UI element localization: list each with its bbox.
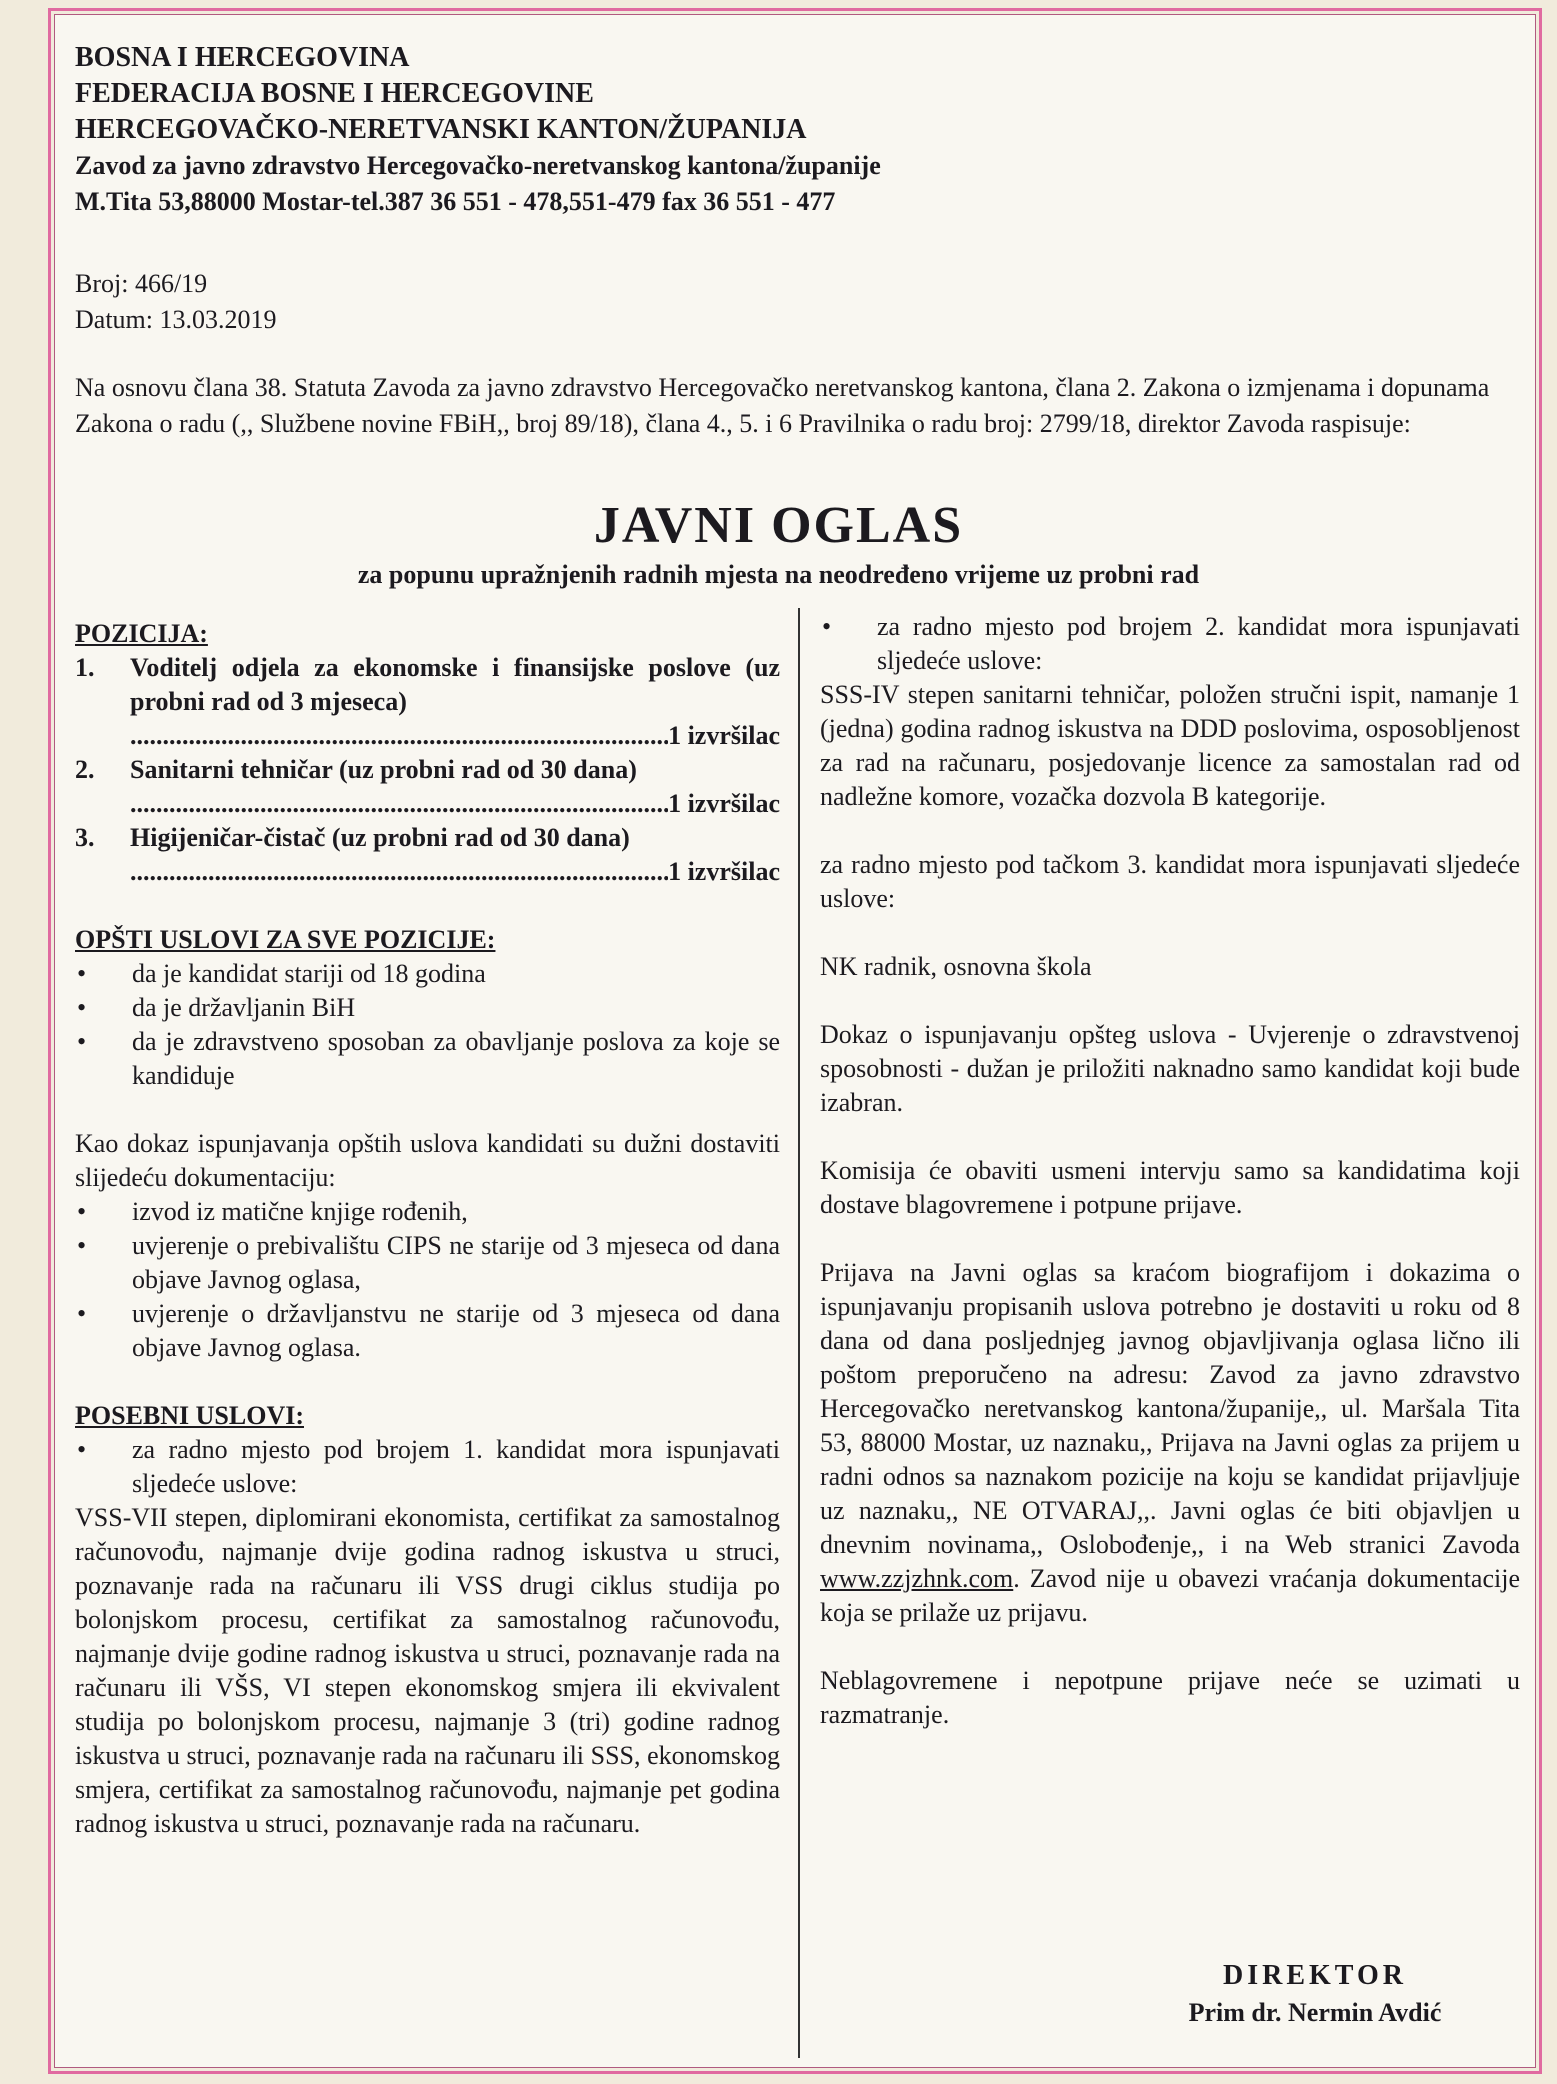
position-title: Higijeničar-čistač (uz probni rad od 30 dana) — [130, 823, 630, 852]
position-count-row — [75, 719, 780, 753]
bullet-icon: • — [77, 1027, 87, 1056]
health-proof-paragraph: Dokaz o ispunjavanju opšteg uslova - Uvjerenje o zdravstvenoj sposobnosti - dužan je priložiti naknadno samo kandidat koji bude izabran. — [820, 1020, 1520, 1117]
list-item-text: uvjerenje o državljanstvu ne starije od 3 mjeseca od dana objave Javnog oglasa. — [132, 1299, 780, 1362]
application-paragraph: Prijava na Javni oglas sa kraćom biografijom i dokazima o ispunjavanju propisanih uslova potrebno je dostaviti u roku od 8 dana od dana posljednjeg javnog objavljivanja oglasa lično ili poštom preporučeno na adresu: Zavod za javno zdravstvo Hercegovačko neretvanskog kantona/županije,, ul. Maršala Tita 53, 88000 Mostar, uz naznaku,, Prijava na Javni oglas za prijem u radni odnos sa naznakom pozicije na koju se kandidat prijavljuje uz naznaku,, NE OTVARAJ,,. Javni oglas će biti objavljen u dnevnim novinama,, Oslobođenje,, i na Web stranici Zavoda www.zzjzhnk.com. Zavod nije u obavezi vraćanja dokumentacije koja se prilaže uz prijavu. — [820, 1258, 1521, 1627]
position-number: 1. — [75, 653, 95, 682]
list-item-text: da je državljanin BiH — [132, 993, 356, 1022]
list-item — [75, 1025, 780, 1093]
position3-requirements: NK radnik, osnovna škola — [820, 952, 1092, 981]
position-count: 1 izvršilac — [668, 857, 780, 886]
document-date: Datum: 13.03.2019 — [75, 305, 277, 334]
position2-requirements: SSS-IV stepen sanitarni tehničar, položen stručni ispit, namanje 1 (jedna) godina radnog iskustva na DDD poslovima, osposobljenost za rad na računaru, posjedovanje licence za samostalan rad od nadležne komore, vozačka dozvola B kategorije. — [820, 680, 1520, 811]
list-item — [75, 1229, 780, 1297]
position-count-row — [75, 855, 780, 889]
position-number: 2. — [75, 755, 95, 784]
position-item — [75, 753, 780, 787]
director-title: DIREKTOR — [1223, 1960, 1407, 1991]
list-item — [75, 1297, 780, 1365]
position-title: Voditelj odjela za ekonomske i finansijske poslove (uz probni rad od 3 mjeseca) — [130, 653, 780, 716]
dot-leader — [130, 719, 668, 753]
left-column — [75, 617, 780, 1841]
bullet-icon: • — [77, 1197, 87, 1226]
position3-intro: za radno mjesto pod tačkom 3. kandidat mora ispunjavati sljedeće uslove: — [820, 850, 1520, 913]
list-item-text: da je kandidat stariji od 18 godina — [132, 959, 486, 988]
document-number: Broj: 466/19 — [75, 269, 208, 298]
list-item — [820, 610, 1520, 678]
header-institute: Zavod za javno zdravstvo Hercegovačko-neretvanskog kantona/županije — [75, 151, 881, 180]
dot-leader — [130, 787, 668, 821]
dot-leader — [130, 855, 668, 889]
list-item-text: izvod iz matične knjige rođenih, — [132, 1197, 468, 1226]
pozicija-heading: POZICIJA: — [75, 619, 208, 648]
list-item — [75, 957, 780, 991]
page-title: JAVNI OGLAS — [593, 497, 964, 554]
list-item — [75, 1433, 780, 1501]
right-column — [820, 610, 1520, 1732]
intro-paragraph: Na osnovu člana 38. Statuta Zavoda za javno zdravstvo Hercegovačko neretvanskog kantona, člana 2. Zakona o izmjenama i dopunama Zakona o radu (,, Službene novine FBiH,, broj 89/18), člana 4., 5. i 6 Pravilnika o radu broj: 2799/18, direktor Zavoda raspisuje: — [75, 373, 1490, 438]
position-count-row — [75, 787, 780, 821]
incomplete-notice: Neblagovremene i nepotpune prijave neće se uzimati u razmatranje. — [820, 1666, 1520, 1729]
list-item — [75, 1195, 780, 1229]
position-item — [75, 651, 780, 719]
position-number: 3. — [75, 823, 95, 852]
website-link[interactable]: www.zzjzhnk.com — [820, 1564, 1014, 1593]
bullet-icon: • — [77, 959, 87, 988]
header-contact: M.Tita 53,88000 Mostar-tel.387 36 551 - 478,551-479 fax 36 551 - 477 — [75, 187, 836, 216]
posebni-uslovi-text: VSS-VII stepen, diplomirani ekonomista, certifikat za samostalnog računovođu, najmanje dvije godina radnog iskustva u struci, poznavanje rada na računaru ili VSS drugi ciklus studija po bolonjskom procesu, certifikat za samostalnog računovođu, najmanje dvije godine radnog iskustva u struci, poznavanje rada na računaru ili VŠS, VI stepen ekonomskog smjera ili ekvivalent studija po bolonjskom procesu, najmanje 3 (tri) godine radnog iskustva u struci, poznavanje rada na računaru ili SSS, ekonomskog smjera, certifikat za samostalnog računovođu, najmanje pet godina radnog iskustva u struci, poznavanje rada na računaru. — [75, 1503, 780, 1838]
application-text: Prijava na Javni oglas sa kraćom biografijom i dokazima o ispunjavanju propisanih uslova potrebno je dostaviti u roku od 8 dana od dana posljednjeg javnog objavljivanja oglasa lično ili poštom preporučeno na adresu: Zavod za javno zdravstvo Hercegovačko neretvanskog kantona/županije,, ul. Maršala Tita 53, 88000 Mostar, uz naznaku,, Prijava na Javni oglas za prijem u radni odnos sa naznakom pozicije na koju se kandidat prijavljuje uz naznaku,, NE OTVARAJ,,. — [820, 1258, 1520, 1525]
page-subtitle: za popunu upražnjenih radnih mjesta na neodređeno vrijeme uz probni rad — [357, 560, 1200, 589]
header-federation: FEDERACIJA BOSNE I HERCEGOVINE — [75, 78, 594, 109]
list-item-text: za radno mjesto pod brojem 2. kandidat mora ispunjavati sljedeće uslove: — [877, 612, 1520, 675]
bullet-icon: • — [822, 612, 832, 641]
list-item — [75, 991, 780, 1025]
documents-return-text: Zavod nije u obavezi vraćanja dokumentacije koja se prilaže uz prijavu. — [820, 1564, 1520, 1627]
list-item-text: uvjerenje o prebivalištu CIPS ne starije od 3 mjeseca od dana objave Javnog oglasa, — [132, 1231, 780, 1294]
position-count: 1 izvršilac — [668, 789, 780, 818]
bullet-icon: • — [77, 1231, 87, 1260]
list-item-text: za radno mjesto pod brojem 1. kandidat mora ispunjavati sljedeće uslove: — [132, 1435, 780, 1498]
header-canton: HERCEGOVAČKO-NERETVANSKI KANTON/ŽUPANIJA — [75, 114, 807, 145]
commission-paragraph: Komisija će obaviti usmeni intervju samo sa kandidatima koji dostave blagovremene i potpune prijave. — [820, 1156, 1520, 1219]
column-divider — [798, 608, 800, 2058]
posebni-uslovi-heading: POSEBNI USLOVI: — [75, 1401, 304, 1430]
position-count: 1 izvršilac — [668, 721, 780, 750]
position-title: Sanitarni tehničar (uz probni rad od 30 dana) — [130, 755, 637, 784]
header-country: BOSNA I HERCEGOVINA — [75, 42, 410, 73]
bullet-icon: • — [77, 1299, 87, 1328]
publication-text: Javni oglas će biti objavljen u dnevnim novinama,, Oslobođenje,, i na Web stranici Zavoda — [820, 1496, 1521, 1559]
position-item — [75, 821, 780, 855]
dokaz-intro: Kao dokaz ispunjavanja opštih uslova kandidati su dužni dostaviti slijedeću dokumentaciju: — [75, 1129, 780, 1192]
bullet-icon: • — [77, 1435, 87, 1464]
director-name: Prim dr. Nermin Avdić — [1188, 1998, 1442, 2027]
opsti-uslovi-heading: OPŠTI USLOVI ZA SVE POZICIJE: — [75, 925, 496, 954]
bullet-icon: • — [77, 993, 87, 1022]
list-item-text: da je zdravstveno sposoban za obavljanje poslova za koje se kandiduje — [132, 1027, 780, 1090]
